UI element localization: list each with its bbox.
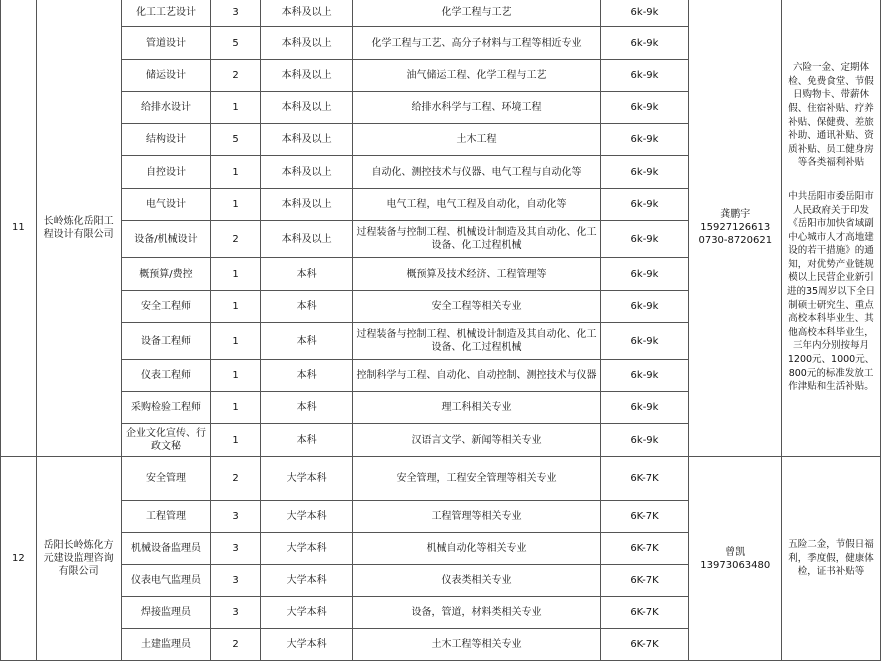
position-major: 机械自动化等相关专业 (353, 533, 600, 565)
position-salary: 6K-7K (600, 501, 689, 533)
company-name: 长岭炼化岳阳工程设计有限公司 (36, 0, 121, 457)
position-salary: 6k-9k (600, 323, 689, 360)
position-education: 本科 (260, 323, 353, 360)
position-major: 理工科相关专业 (353, 392, 600, 424)
position-title: 采购检验工程师 (121, 392, 211, 424)
position-count: 1 (211, 392, 260, 424)
position-title: 设备工程师 (121, 323, 211, 360)
company-benefits-cell (782, 0, 881, 457)
position-count: 2 (211, 221, 260, 258)
position-title: 仪表工程师 (121, 360, 211, 392)
position-salary: 6k-9k (600, 392, 689, 424)
position-salary: 6k-9k (600, 124, 689, 156)
position-salary: 6K-7K (600, 457, 689, 501)
position-count: 2 (211, 457, 260, 501)
position-title: 管道设计 (121, 27, 211, 60)
position-education: 大学本科 (260, 565, 353, 597)
position-salary: 6k-9k (600, 27, 689, 60)
talent-policy: 中共岳阳市委岳阳市人民政府关于印发《岳阳市加快省域副中心城市人才高地建设的若干措施》的通知，对优势产业链规模以上民营企业新引进的35周岁以下全日制硕士研究生、重点高校本科毕业生、其他高校本科毕业生，三年内分别按每月1200元、1000元、800元的标准发放工作津贴和生活补贴。 (787, 190, 876, 393)
position-education: 大学本科 (260, 629, 353, 661)
position-title: 安全管理 (121, 457, 211, 501)
company-benefits: 五险二金，节假日福利，季度假，健康体检，证书补贴等 (788, 539, 874, 578)
position-salary: 6k-9k (600, 360, 689, 392)
company-benefits-cell (782, 457, 881, 661)
position-salary: 6k-9k (600, 0, 689, 27)
position-major: 油气储运工程、化学工程与工艺 (353, 60, 600, 92)
position-count: 3 (211, 0, 260, 27)
position-education: 本科 (260, 392, 353, 424)
position-major: 土木工程等相关专业 (353, 629, 600, 661)
position-major: 安全管理，工程安全管理等相关专业 (353, 457, 600, 501)
position-salary: 6k-9k (600, 221, 689, 258)
position-count: 1 (211, 360, 260, 392)
position-count: 3 (211, 533, 260, 565)
contact-mobile: 13973063480 (700, 559, 771, 571)
position-salary: 6K-7K (600, 629, 689, 661)
position-education: 大学本科 (260, 597, 353, 629)
position-major: 过程装备与控制工程、机械设计制造及其自动化、化工设备、化工过程机械 (353, 221, 600, 258)
position-major: 化学工程与工艺 (353, 0, 600, 27)
position-education: 大学本科 (260, 501, 353, 533)
position-count: 3 (211, 501, 260, 533)
position-title: 储运设计 (121, 60, 211, 92)
position-education: 本科及以上 (260, 221, 353, 258)
position-title: 概预算/费控 (121, 258, 211, 291)
position-title: 企业文化宣传、行政文秘 (121, 424, 211, 457)
position-major: 给排水科学与工程、环境工程 (353, 92, 600, 124)
position-count: 1 (211, 92, 260, 124)
position-salary: 6k-9k (600, 92, 689, 124)
position-title: 机械设备监理员 (121, 533, 211, 565)
position-count: 3 (211, 597, 260, 629)
position-title: 电气设计 (121, 189, 211, 221)
contact-phone: 0730-8720621 (698, 235, 773, 246)
position-title: 安全工程师 (121, 291, 211, 323)
position-education: 本科及以上 (260, 189, 353, 221)
position-title: 结构设计 (121, 124, 211, 156)
position-major: 工程管理等相关专业 (353, 501, 600, 533)
position-title: 仪表电气监理员 (121, 565, 211, 597)
company-contact (689, 457, 782, 661)
position-salary: 6k-9k (600, 156, 689, 189)
position-major: 土木工程 (353, 124, 600, 156)
position-education: 大学本科 (260, 457, 353, 501)
position-title: 设备/机械设计 (121, 221, 211, 258)
position-count: 1 (211, 291, 260, 323)
position-major: 仪表类相关专业 (353, 565, 600, 597)
position-major: 电气工程，电气工程及自动化，自动化等 (353, 189, 600, 221)
position-major: 设备，管道，材料类相关专业 (353, 597, 600, 629)
position-title: 焊接监理员 (121, 597, 211, 629)
position-count: 2 (211, 60, 260, 92)
position-major: 概预算及技术经济、工程管理等 (353, 258, 600, 291)
position-major: 汉语言文学、新闻等相关专业 (353, 424, 600, 457)
table-row (1, 0, 881, 27)
position-count: 1 (211, 424, 260, 457)
position-education: 大学本科 (260, 533, 353, 565)
contact-person: 龚鹏宇 (720, 209, 751, 220)
position-salary: 6k-9k (600, 424, 689, 457)
position-education: 本科及以上 (260, 92, 353, 124)
company-contact (689, 0, 782, 457)
position-education: 本科 (260, 291, 353, 323)
position-salary: 6K-7K (600, 597, 689, 629)
position-title: 化工工艺设计 (121, 0, 211, 27)
position-salary: 6K-7K (600, 533, 689, 565)
position-education: 本科及以上 (260, 0, 353, 27)
position-salary: 6k-9k (600, 291, 689, 323)
position-education: 本科及以上 (260, 124, 353, 156)
position-count: 3 (211, 565, 260, 597)
position-education: 本科及以上 (260, 156, 353, 189)
position-education: 本科及以上 (260, 27, 353, 60)
table-row (1, 457, 881, 501)
position-major: 控制科学与工程、自动化、自动控制、测控技术与仪器 (353, 360, 600, 392)
position-major: 过程装备与控制工程、机械设计制造及其自动化、化工设备、化工过程机械 (353, 323, 600, 360)
position-major: 安全工程等相关专业 (353, 291, 600, 323)
position-count: 1 (211, 189, 260, 221)
position-count: 5 (211, 124, 260, 156)
position-title: 工程管理 (121, 501, 211, 533)
position-count: 1 (211, 258, 260, 291)
position-education: 本科及以上 (260, 60, 353, 92)
position-salary: 6k-9k (600, 60, 689, 92)
company-index: 12 (1, 457, 37, 661)
position-education: 本科 (260, 360, 353, 392)
position-count: 2 (211, 629, 260, 661)
company-name: 岳阳长岭炼化方元建设监理咨询有限公司 (36, 457, 121, 661)
position-education: 本科 (260, 258, 353, 291)
position-salary: 6K-7K (600, 565, 689, 597)
position-title: 土建监理员 (121, 629, 211, 661)
position-major: 自动化、测控技术与仪器、电气工程与自动化等 (353, 156, 600, 189)
position-title: 给排水设计 (121, 92, 211, 124)
contact-mobile: 15927126613 (700, 222, 771, 233)
position-count: 5 (211, 27, 260, 60)
company-benefits: 六险一金、定期体检、免费食堂、节假日购物卡、带薪休假、住宿补贴、疗养补贴、保健费、差旅补助、通讯补贴、资质补贴、员工健身房等各类福利补贴 (788, 62, 874, 169)
position-count: 1 (211, 156, 260, 189)
contact-person: 曾凯 (725, 546, 746, 558)
position-count: 1 (211, 323, 260, 360)
position-salary: 6k-9k (600, 258, 689, 291)
company-index: 11 (1, 0, 37, 457)
position-title: 自控设计 (121, 156, 211, 189)
position-major: 化学工程与工艺、高分子材料与工程等相近专业 (353, 27, 600, 60)
position-education: 本科 (260, 424, 353, 457)
position-salary: 6k-9k (600, 189, 689, 221)
